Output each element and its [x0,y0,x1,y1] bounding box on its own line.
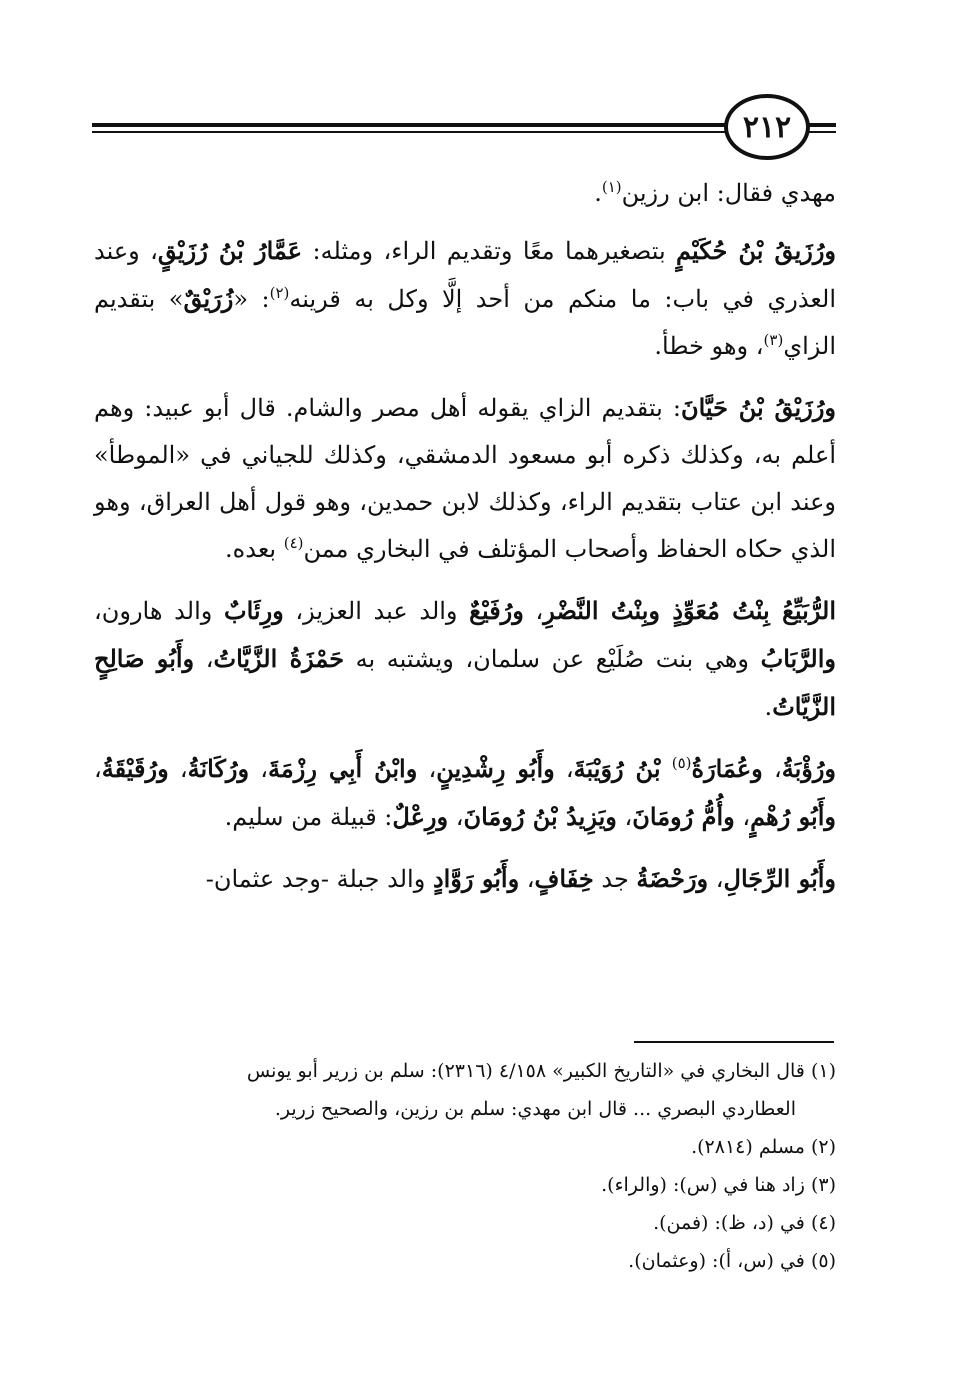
footnote-ref: (١) [601,178,622,196]
bold-name: الرُّبَيِّعُ بِنْتُ مُعَوِّذٍ وبِنْتُ النَّضْرِ [543,596,837,625]
body-paragraph [94,170,836,217]
body-paragraph [94,855,836,903]
bold-name: وأَبُو الرِّجَالِ [723,864,836,893]
footnote-ref: (٢) [269,284,290,302]
text-run: والد هارون، [94,597,224,625]
footnote-ref: (٣) [763,331,784,349]
text-run: ، [554,755,574,783]
bold-name: بْنُ رُوَيْبَةَ [573,754,661,783]
text-run: مهدي فقال: ابن رزين [621,179,836,207]
text-run: ، [762,755,782,783]
text-run: : « [233,285,270,313]
footnote-ref: (٥) [671,754,692,772]
text-run: ، [417,755,437,783]
bold-name: وأَبُو رُهْمٍ [750,802,836,831]
bold-name: ورِئَابٌ [224,596,284,625]
text-run [661,755,672,783]
bold-name: ورُزَيْقُ بْنُ حَيَّانَ [680,393,836,422]
text-run: ، وعند العذري في باب: ما منكم من أحد إلَّا وكل به قرينه [94,237,836,313]
text-run: بعده. [225,535,284,563]
text-run: ، [168,755,188,783]
text-run: ، [94,755,102,783]
footnote [96,1166,836,1204]
body-paragraph [94,587,836,731]
footnote [96,1052,836,1090]
footnote-number: (٢) [810,1136,836,1158]
text-run: ، [194,645,214,673]
bold-name: حَمْزَةُ الزَّيَّاتُ [213,644,345,673]
footnotes [96,1052,836,1280]
bold-name: عَمَّارُ بْنُ رُزَيْقٍ [157,236,303,265]
footnote-number: (٤) [810,1212,836,1234]
text-run: ، وهو خطأ. [654,332,764,360]
text-run: : قبيلة من سليم. [224,803,393,831]
bold-name: وأَبُو صَالِحٍ الزَّيَّاتُ [94,644,836,721]
bold-name: والرَّبَابُ [760,644,836,673]
bold-name: ورُؤْبَةُ [781,754,837,783]
bold-name: ورُفَيْعٌ [469,596,524,625]
text-run: ، [708,865,724,893]
footnote-separator [634,1041,834,1043]
text-run: ، [616,803,633,831]
footnote-text: مسلم (٢٨١٤). [691,1136,805,1158]
bold-name: ورُكَانَةُ [187,754,250,783]
text-run: ، [448,803,464,831]
text-run: ، [519,865,535,893]
footnote-number: (١) [810,1060,836,1082]
bold-name: وأَبُو رَوَّادٍ [432,864,520,893]
page-number-badge [724,94,810,160]
bold-name: وابْنُ أَبِي رِزْمَةَ [268,754,418,783]
bold-name: وعُمَارَةُ [691,754,763,783]
footnote-number: (٥) [810,1250,836,1272]
text-run: . [764,693,773,721]
main-text [94,170,836,917]
footnote-text: زاد هنا في (س): (والراء). [601,1174,805,1196]
text-run: : بتقديم الزاي يقوله أهل مصر والشام. قال أبو عبيد: وهم أعلم به، وكذلك ذكره أبو مسعود الدمشقي، وكذلك للجياني في «الموطأ» وعند ابن عتاب بتقديم الراء، وكذلك لابن حمدين، وهو قول أهل العراق، وهو الذي حكاه الحفاظ وأصحاب المؤتلف في البخاري ممن [94,394,836,563]
footnote [96,1128,836,1166]
bold-name: وأُمُّ رُومَانَ [632,802,735,831]
text-run: ، [249,755,268,783]
page-number: ٢١٢ [742,109,792,145]
bold-name: ورِعْلٌ [392,802,449,831]
body-paragraph [94,745,836,841]
bold-name: ورَحْضَةُ [636,864,709,893]
text-run: ، [734,803,751,831]
text-run: ، [523,597,544,625]
text-run: . [594,179,602,207]
bold-name: وأَبُو رِشْدِينٍ [436,754,555,783]
footnote-text: قال البخاري في «التاريخ الكبير» ٤/١٥٨ (٢٣١٦): سلم بن زرير أبو يونس [246,1060,805,1082]
text-run: » بتقديم الزاي [94,285,836,360]
bold-name: ورُزَيقُ بْنُ حُكَيْمٍ [676,236,837,265]
text-run: والد عبد العزيز، [283,597,470,625]
text-run: وهي بنت صُلَيْع عن سلمان، ويشتبه به [344,645,761,673]
bold-name: خِفَافٍ [534,864,594,893]
bold-name: ويَزِيدُ بْنُ رُومَانَ [463,802,617,831]
bold-name: زُرَيْقٌ [183,284,234,313]
footnote-text: في (د، ظ): (فمن). [653,1212,805,1234]
text-run: والد جبلة -وجد عثمان- [205,865,433,893]
text-run: بتصغيرهما معًا وتقديم الراء، ومثله: [302,237,677,265]
body-paragraph [94,384,836,573]
footnote [96,1242,836,1280]
text-run: جد [593,865,637,893]
footnote-ref: (٤) [283,534,304,552]
footnote [96,1204,836,1242]
footnote-text: في (س، أ): (وعثمان). [628,1250,805,1272]
body-paragraph [94,227,836,370]
footnote-number: (٣) [810,1174,836,1196]
footnote-continuation: العطاردي البصري ... قال ابن مهدي: سلم بن رزين، والصحيح زرير. [274,1098,796,1120]
bold-name: ورُقَيْقَةُ [101,754,169,783]
